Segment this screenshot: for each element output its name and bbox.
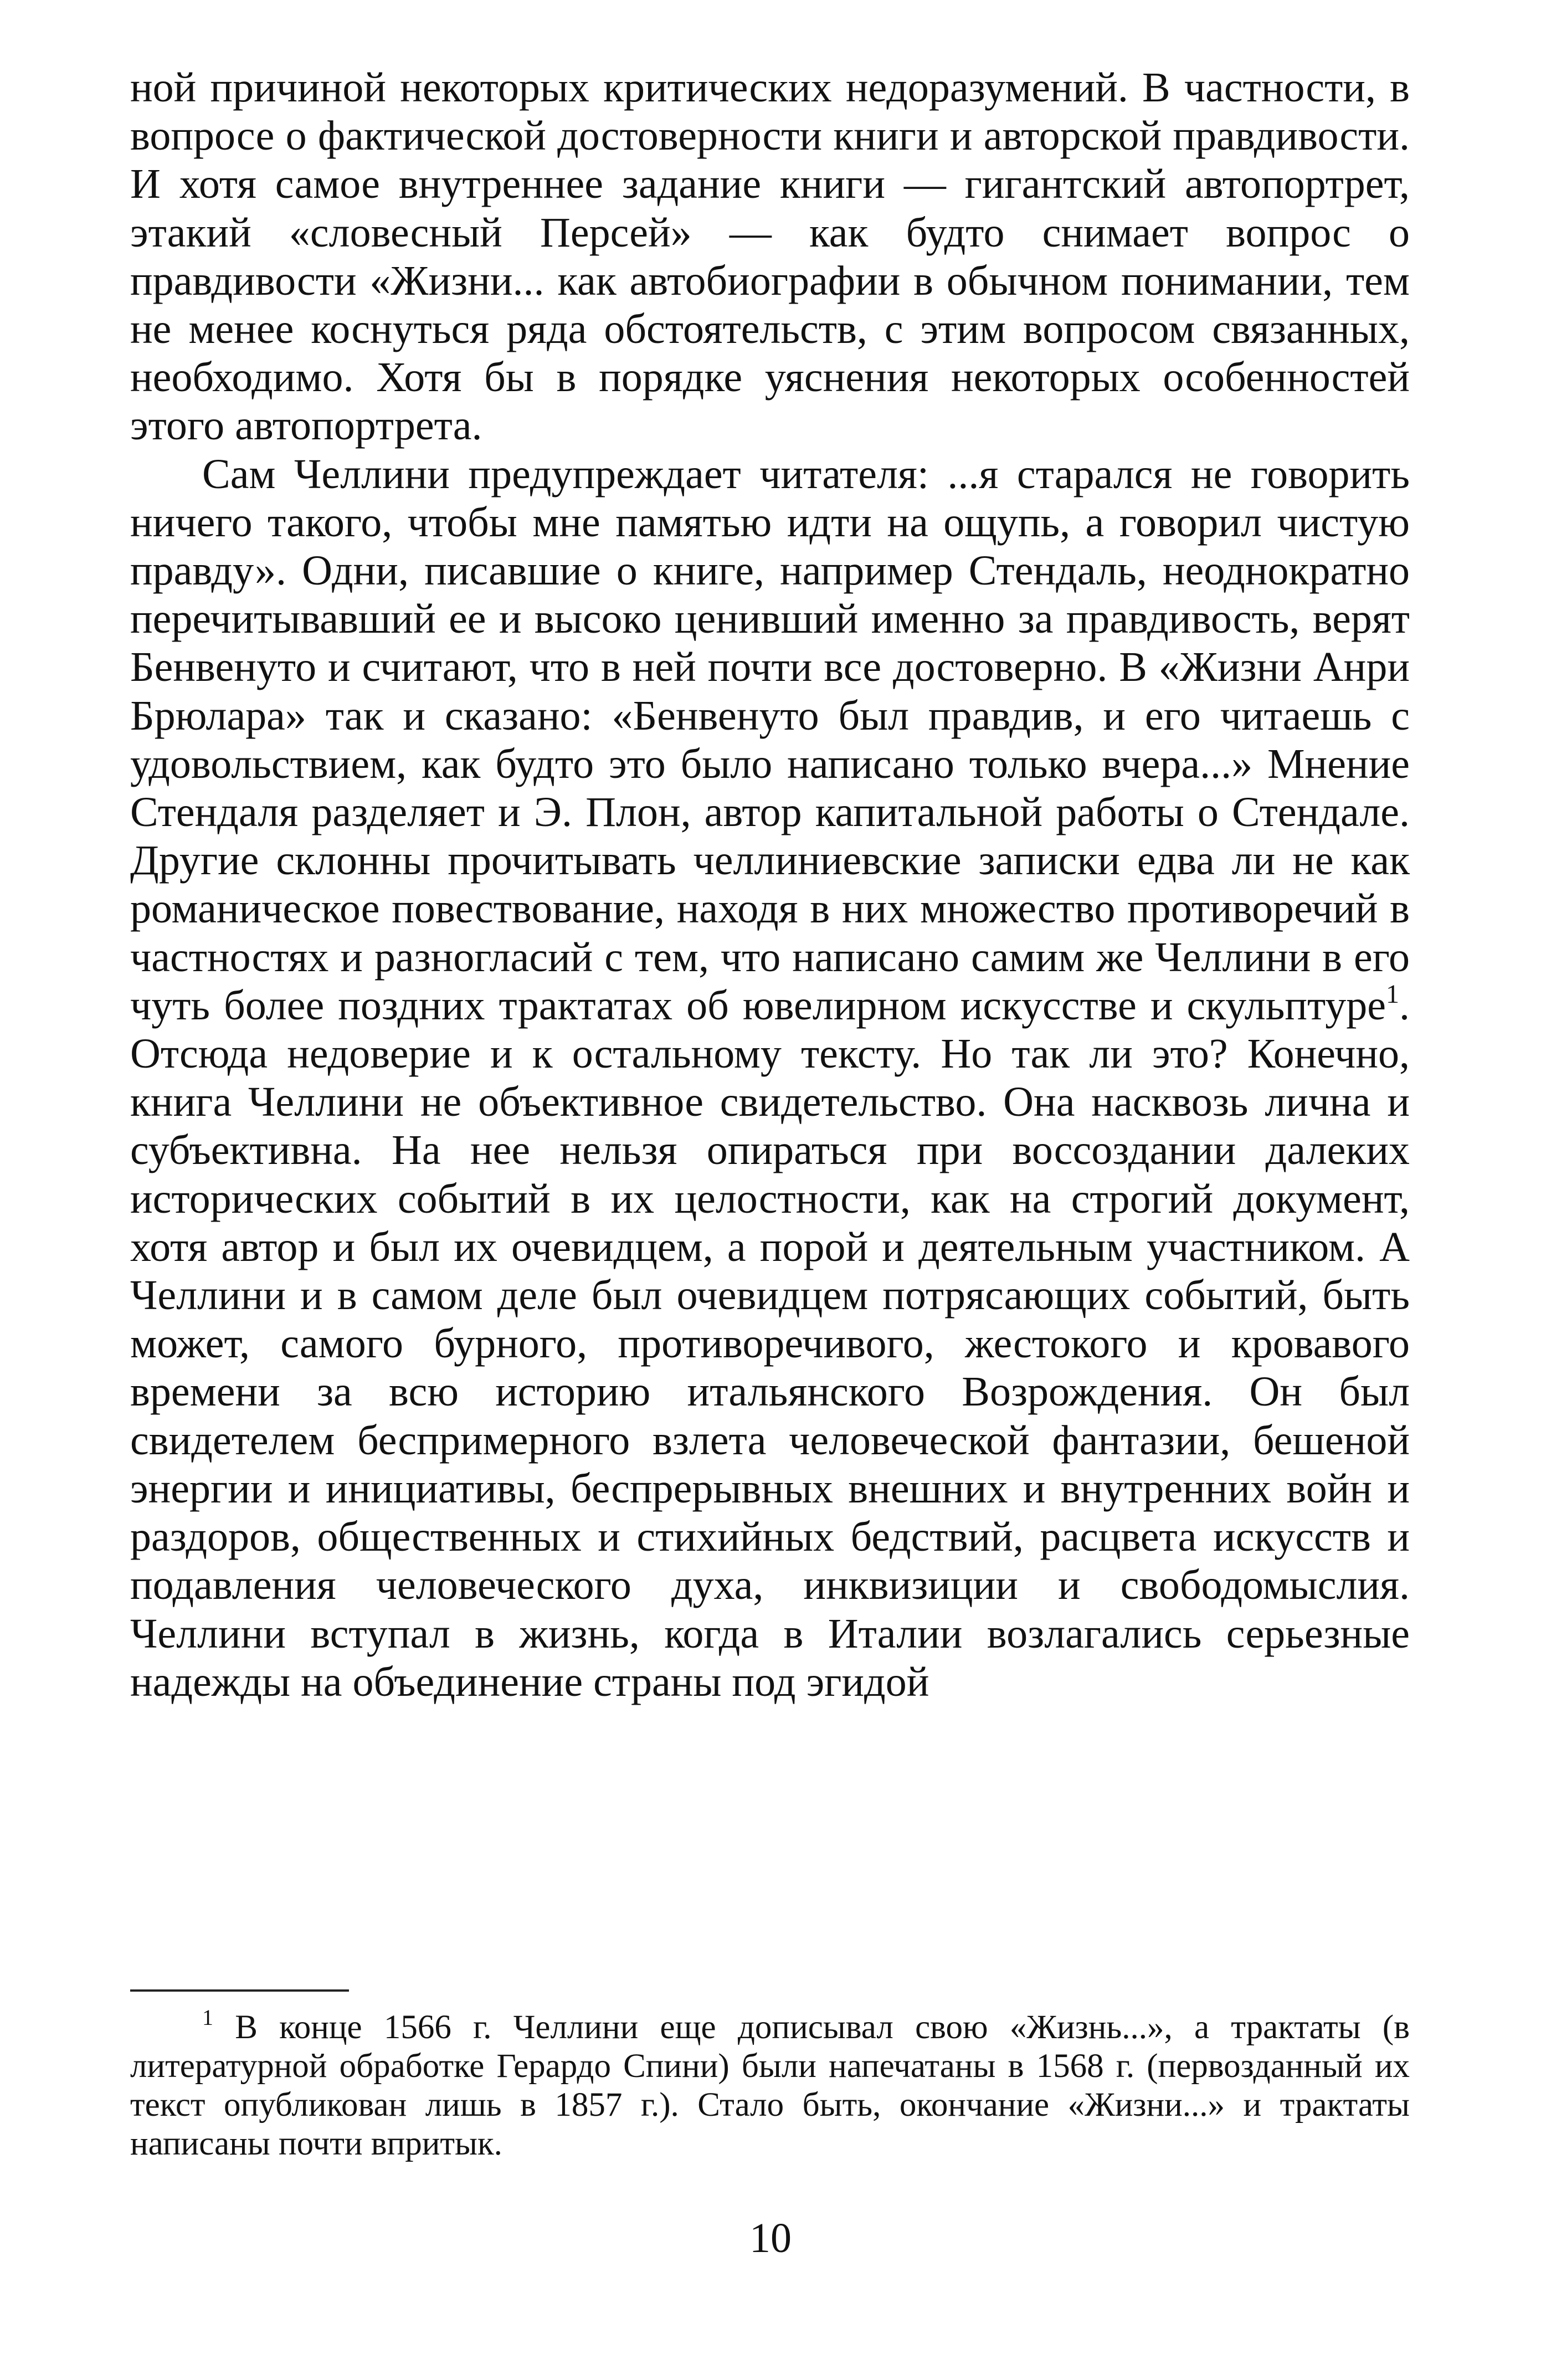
footnote-marker: 1	[202, 2005, 213, 2030]
paragraph-2-text-a: Сам Челлини предупреждает читателя: ...я старался не говорить ничего такого, чтобы мне памятью идти на ощупь, а говорил чистую правду». Одни, писавшие о книге, например Стендаль, неоднократно перечитывавший ее и высоко ценивший именно за правдивость, верят Бенвенуто и считают, что в ней почти все достоверно. В «Жизни Анри Брюлара» так и сказано: «Бенвенуто был правдив, и его читаешь с удовольствием, как будто это было написано только вчера...» Мнение Стендаля разделяет и Э. Плон, автор капитальной работы о Стендале. Другие склонны прочитывать челлиниевские записки едва ли не как романическое повествование, находя в них множество противоречий в частностях и разногласий с тем, что написано самим же Челлини в его чуть более поздних трактатах об ювелирном искусстве и скульптуре	[130, 450, 1410, 1029]
paragraph-2-text-b: . Отсюда недоверие и к остальному тексту. Но так ли это? Конечно, книга Челлини не объективное свидетельство. Она насквозь лична и субъективна. На нее нельзя опираться при воссоздании далеких исторических событий в их целостности, как на строгий документ, хотя автор и был их очевидцем, а порой и деятельным участником. А Челлини и в самом деле был очевидцем потрясающих событий, быть может, самого бурного, противоречивого, жестокого и кровавого времени за всю историю итальянского Возрождения. Он был свидетелем беспримерного взлета человеческой фантазии, бешеной энергии и инициативы, беспрерывных внешних и внутренних войн и раздоров, общественных и стихийных бедствий, расцвета искусств и подавления человеческого духа, инквизиции и свободомыслия. Челлини вступал в жизнь, когда в Италии возлагались серьезные надежды на объединение страны под эгидой	[130, 982, 1410, 1705]
paragraph-1: ной причиной некоторых критических недоразумений. В частности, в вопросе о фактической достоверности книги и авторской правдивости. И хотя самое внутреннее задание книги — гигантский автопортрет, этакий «словесный Персей» — как будто снимает вопрос о правдивости «Жизни... как автобиографии в обычном понимании, тем не менее коснуться ряда обстоятельств, с этим вопросом связанных, необходимо. Хотя бы в порядке уяснения некоторых особенностей этого автопортрета.	[130, 64, 1410, 449]
page-body	[130, 64, 1410, 1706]
footnote-reference: 1	[1386, 979, 1399, 1009]
paragraph-2	[130, 450, 1410, 1706]
page-number: 10	[749, 2215, 792, 2261]
main-text	[130, 64, 1410, 1706]
footnote-divider	[130, 1989, 349, 1992]
footnote-1	[130, 2005, 1410, 2163]
footnote-text: В конце 1566 г. Челлини еще дописывал свою «Жизнь...», а трактаты (в литературной обработке Герардо Спини) были напечатаны в 1568 г. (первозданный их текст опубликован лишь в 1857 г.). Стало быть, окончание «Жизни...» и трактаты написаны почти впритык.	[130, 2009, 1410, 2162]
footnotes	[130, 2005, 1410, 2163]
